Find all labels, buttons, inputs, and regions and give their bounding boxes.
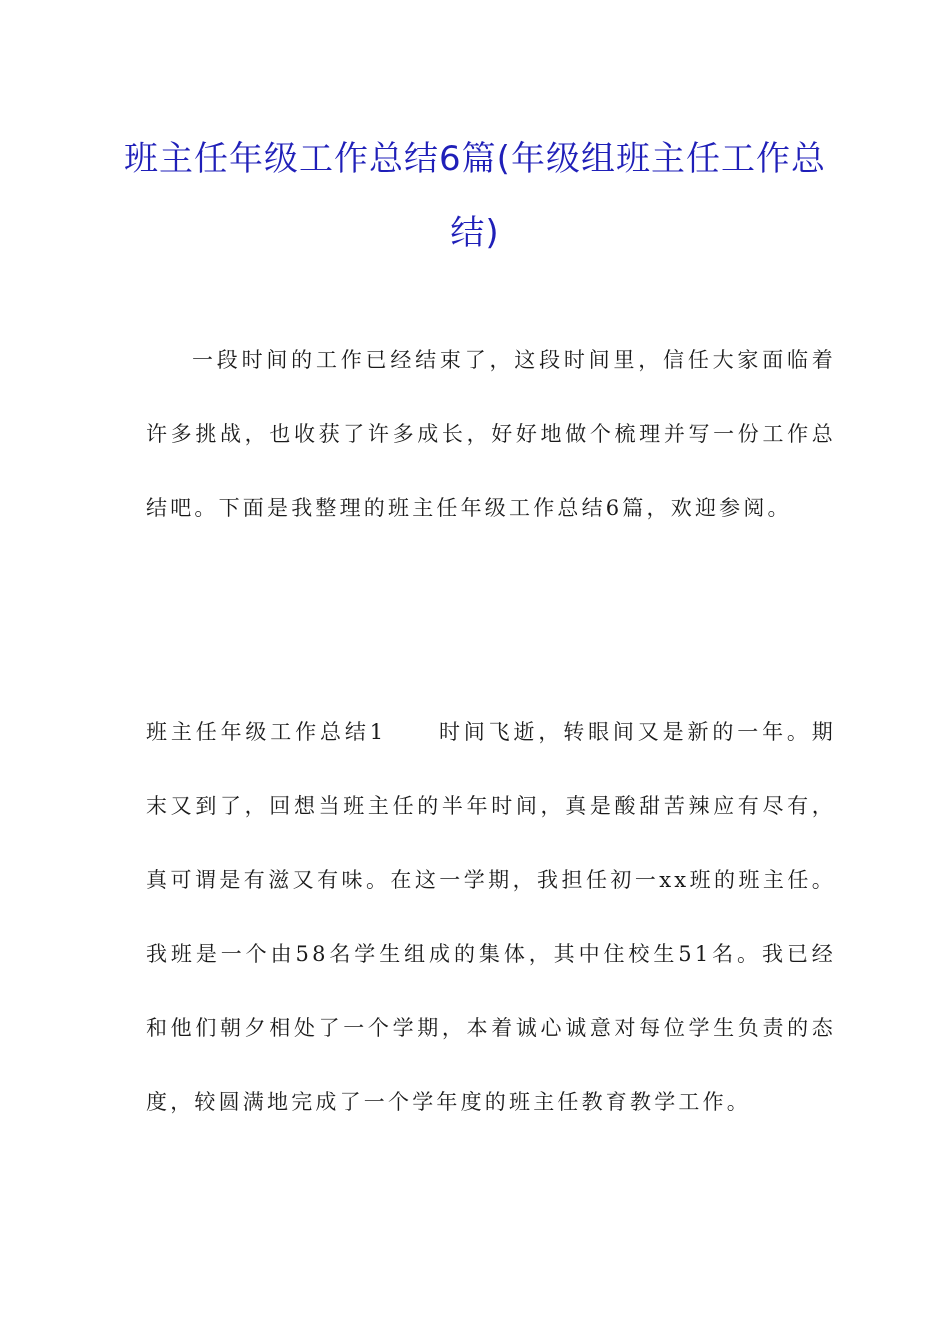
document-title: 班主任年级工作总结6篇(年级组班主任工作总结) bbox=[124, 139, 826, 253]
intro-paragraph: 一段时间的工作已经结束了，这段时间里，信任大家面临着许多挑战，也收获了许多成长，好好地做个梳理并写一份工作总结吧。下面是我整理的班主任年级工作总结6篇，欢迎参阅。 bbox=[146, 348, 836, 520]
section-1-paragraph bbox=[146, 695, 836, 1139]
section-1-heading: 班主任年级工作总结1 bbox=[146, 720, 387, 744]
section-1-body: 时间飞逝，转眼间又是新的一年。期末又到了，回想当班主任的半年时间，真是酸甜苦辣应有尽有，真可谓是有滋又有味。在这一学期，我担任初一xx班的班主任。我班是一个由58名学生组成的集体，其中住校生51名。我已经和他们朝夕相处了一个学期，本着诚心诚意对每位学生负责的态度，较圆满地完成了一个学年度的班主任教育教学工作。 bbox=[146, 720, 836, 1114]
